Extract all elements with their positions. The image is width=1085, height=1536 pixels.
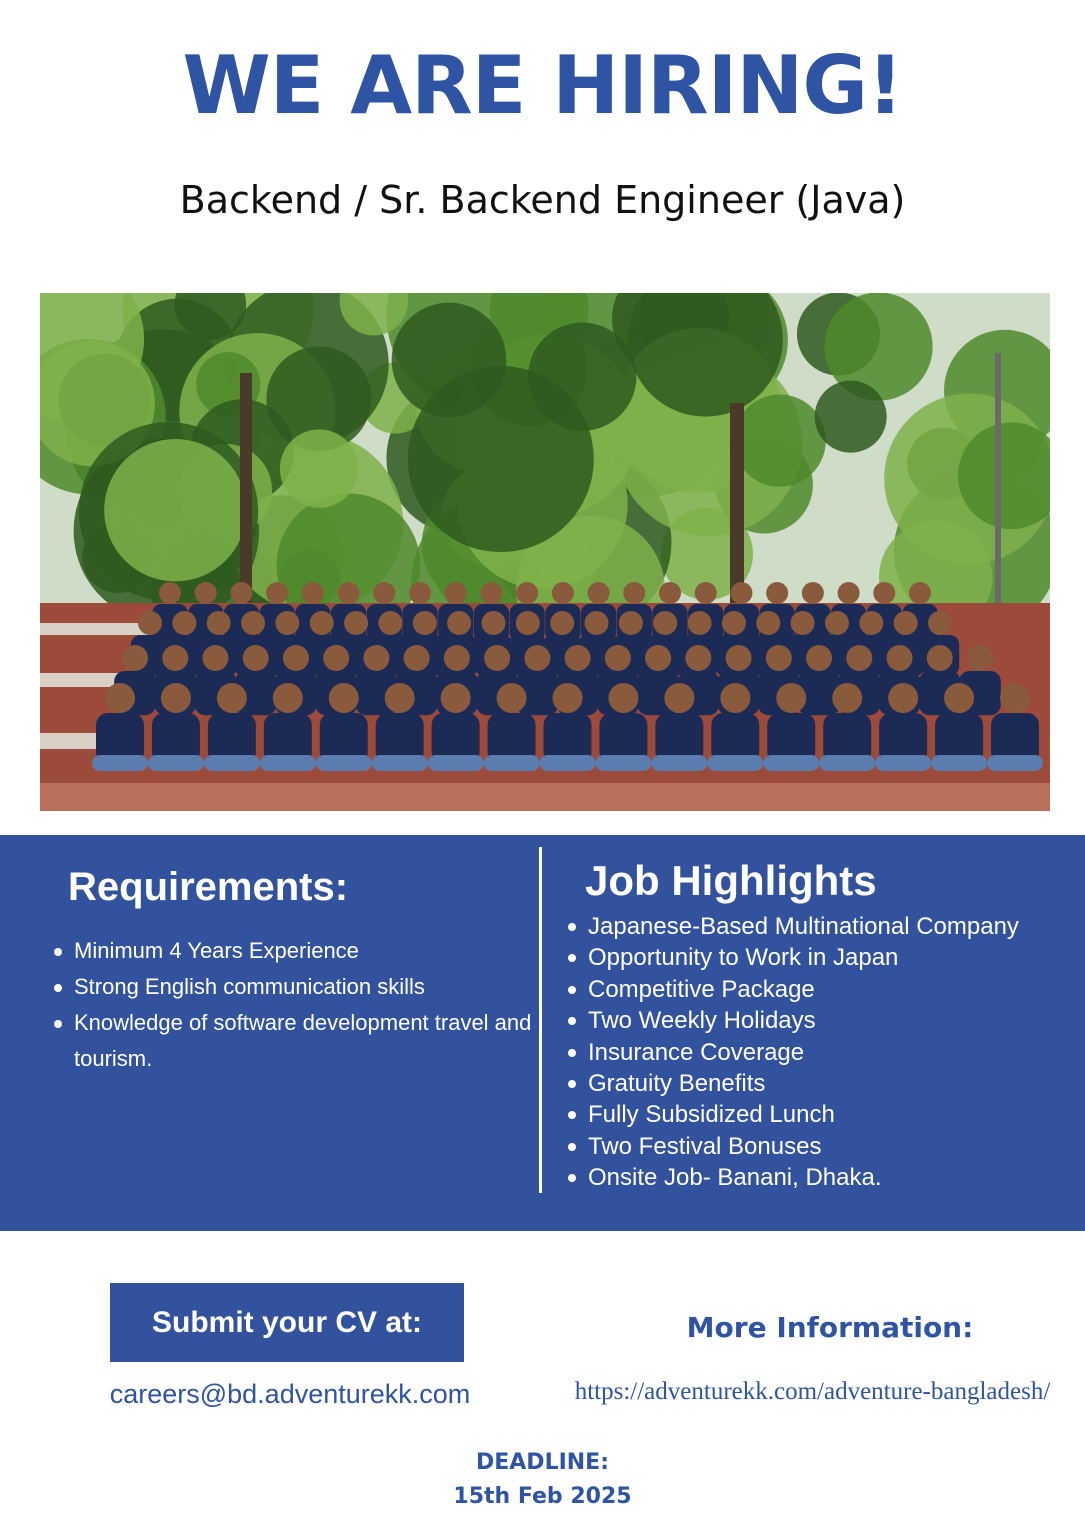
team-member-head	[172, 611, 196, 635]
team-member-legs	[875, 755, 931, 771]
team-member-head	[927, 645, 953, 671]
team-member-head	[832, 683, 862, 713]
team-member-head	[161, 683, 191, 713]
tree-trunk	[240, 373, 252, 603]
highlight-item: Two Festival Bonuses	[588, 1132, 822, 1160]
team-member-head	[273, 683, 303, 713]
team-member-head	[859, 611, 883, 635]
team-member-head	[275, 611, 299, 635]
team-member-head	[802, 582, 824, 604]
lamp-post	[995, 353, 1001, 613]
deadline-date: 15th Feb 2025	[453, 1484, 632, 1509]
team-member-head	[195, 582, 217, 604]
team-member-head	[207, 611, 231, 635]
team-member-head	[445, 582, 467, 604]
team-member-head	[791, 611, 815, 635]
team-member-head	[283, 645, 309, 671]
team-member-head	[838, 582, 860, 604]
team-member-head	[122, 645, 148, 671]
team-member-head	[217, 683, 247, 713]
team-member-legs	[92, 755, 148, 771]
foliage-blob	[815, 381, 887, 453]
team-member-head	[266, 582, 288, 604]
team-member-head	[695, 582, 717, 604]
team-member-head	[413, 611, 437, 635]
team-member-legs	[763, 755, 819, 771]
tree-trunk	[730, 403, 744, 603]
team-member-head	[608, 683, 638, 713]
info-band	[0, 835, 1085, 1231]
team-member-head	[967, 645, 993, 671]
team-member-head	[105, 683, 135, 713]
highlight-item: Fully Subsidized Lunch	[588, 1101, 835, 1129]
more-information-label: More Information:	[686, 1311, 974, 1344]
team-member-head	[373, 582, 395, 604]
foliage-blob	[734, 395, 826, 487]
team-member-head	[565, 645, 591, 671]
team-member-head	[302, 582, 324, 604]
company-url-link[interactable]: https://adventurekk.com/adventure-bangladesh/	[574, 1378, 1051, 1405]
team-member-head	[243, 645, 269, 671]
requirement-item: Knowledge of software development travel and tourism.	[74, 1010, 532, 1071]
team-member-legs	[595, 755, 651, 771]
requirements-list	[52, 933, 532, 1077]
team-member-legs	[484, 755, 540, 771]
team-member-head	[447, 611, 471, 635]
foliage-blob	[392, 303, 507, 418]
team-member-legs	[316, 755, 372, 771]
team-member-head	[363, 645, 389, 671]
team-member-head	[730, 582, 752, 604]
foliage-blob	[104, 439, 246, 581]
team-member-legs	[651, 755, 707, 771]
job-highlights-title: Job Highlights	[585, 857, 877, 904]
team-member-head	[659, 582, 681, 604]
team-member-head	[664, 683, 694, 713]
highlight-item: Opportunity to Work in Japan	[588, 944, 899, 972]
team-member-head	[888, 683, 918, 713]
team-member-legs	[707, 755, 763, 771]
team-member-head	[329, 683, 359, 713]
careers-email-link[interactable]: careers@bd.adventurekk.com	[109, 1379, 471, 1409]
team-member-head	[550, 611, 574, 635]
team-member-head	[404, 645, 430, 671]
requirement-item: Strong English communication skills	[74, 974, 425, 999]
position-title: Backend / Sr. Backend Engineer (Java)	[179, 178, 906, 222]
team-member-head	[605, 645, 631, 671]
team-member-head	[484, 645, 510, 671]
team-member-head	[444, 645, 470, 671]
team-member-head	[516, 611, 540, 635]
team-member-head	[441, 683, 471, 713]
deadline-label: DEADLINE:	[475, 1450, 610, 1475]
team-member-head	[806, 645, 832, 671]
job-highlights-list	[566, 911, 1076, 1194]
team-member-head	[825, 611, 849, 635]
column-divider	[539, 847, 542, 1193]
team-member-legs	[428, 755, 484, 771]
team-member-head	[344, 611, 368, 635]
team-member-head	[685, 645, 711, 671]
team-member-head	[720, 683, 750, 713]
team-member-head	[944, 683, 974, 713]
team-member-head	[409, 582, 431, 604]
team-member-head	[230, 582, 252, 604]
team-member-head	[516, 582, 538, 604]
team-member-head	[653, 611, 677, 635]
team-member-head	[726, 645, 752, 671]
team-photo	[40, 293, 1050, 811]
team-member-head	[552, 582, 574, 604]
team-member-legs	[260, 755, 316, 771]
submit-cv-box: Submit your CV at:	[110, 1283, 464, 1362]
team-member-head	[722, 611, 746, 635]
team-member-head	[766, 582, 788, 604]
team-member-head	[846, 645, 872, 671]
requirement-item: Minimum 4 Years Experience	[74, 938, 359, 963]
team-member-head	[385, 683, 415, 713]
team-member-head	[323, 645, 349, 671]
team-member-head	[524, 645, 550, 671]
team-member-head	[202, 645, 228, 671]
team-member-head	[776, 683, 806, 713]
requirements-title: Requirements:	[68, 865, 349, 909]
team-member-head	[909, 582, 931, 604]
team-member-head	[585, 611, 609, 635]
team-member-head	[928, 611, 952, 635]
front-ledge	[40, 783, 1050, 811]
team-member-legs	[931, 755, 987, 771]
highlight-item: Gratuity Benefits	[588, 1070, 766, 1098]
foliage-blob	[280, 429, 358, 507]
highlight-item: Onsite Job- Banani, Dhaka.	[588, 1164, 882, 1192]
team-member-head	[138, 611, 162, 635]
highlight-item: Insurance Coverage	[588, 1038, 805, 1066]
team-member-head	[553, 683, 583, 713]
team-member-legs	[148, 755, 204, 771]
team-member-head	[481, 611, 505, 635]
deadline-block	[0, 1446, 1085, 1514]
highlight-item: Two Weekly Holidays	[588, 1007, 816, 1035]
highlight-item: Competitive Package	[588, 975, 815, 1003]
team-member-head	[338, 582, 360, 604]
team-photo-illustration	[40, 293, 1050, 811]
team-member-head	[756, 611, 780, 635]
team-member-head	[497, 683, 527, 713]
team-member-head	[159, 582, 181, 604]
team-member-head	[480, 582, 502, 604]
team-member-head	[310, 611, 334, 635]
team-member-legs	[540, 755, 596, 771]
step-edge	[40, 623, 150, 635]
team-member-head	[645, 645, 671, 671]
foliage-blob	[528, 323, 636, 431]
team-member-head	[378, 611, 402, 635]
team-member-head	[241, 611, 265, 635]
team-member-legs	[987, 755, 1043, 771]
team-member-legs	[372, 755, 428, 771]
team-member-head	[623, 582, 645, 604]
team-member-head	[1000, 683, 1030, 713]
team-member-head	[873, 582, 895, 604]
team-member-legs	[204, 755, 260, 771]
hiring-headline: WE ARE HIRING!	[182, 39, 903, 132]
team-member-head	[766, 645, 792, 671]
team-member-legs	[819, 755, 875, 771]
team-member-head	[688, 611, 712, 635]
team-member-head	[887, 645, 913, 671]
highlight-item: Japanese-Based Multinational Company	[588, 913, 1019, 940]
team-member-head	[619, 611, 643, 635]
team-member-head	[894, 611, 918, 635]
team-member-head	[588, 582, 610, 604]
team-member-head	[162, 645, 188, 671]
